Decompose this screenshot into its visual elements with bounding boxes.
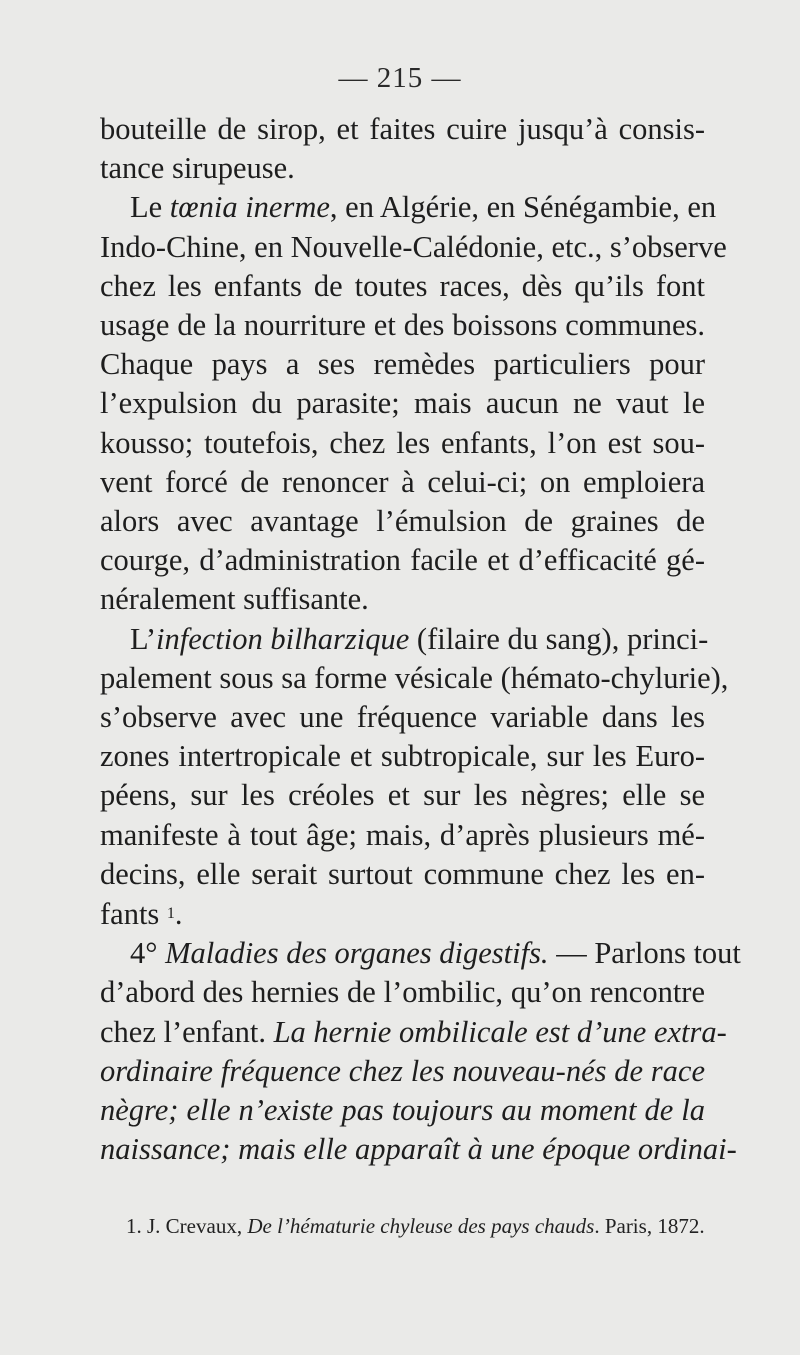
text-line (100, 228, 727, 267)
text-run: , en Algérie, en Sénégambie, en (329, 190, 717, 225)
text-run: tance sirupeuse. (100, 151, 295, 186)
italic-text: Maladies des organes digestifs. (165, 936, 549, 971)
text-line (100, 973, 705, 1012)
footnote-marker: 1 (166, 905, 175, 923)
text-run: chez l’enfant. (100, 1014, 274, 1049)
text-run: Indo-Chine, en Nouvelle-Calédonie, etc., s’observe (100, 229, 727, 264)
text-line (100, 620, 709, 659)
text-run: vent forcé de renoncer à celui-ci; on emploiera (100, 464, 705, 499)
text-line (100, 463, 705, 502)
text-line (100, 1013, 727, 1052)
text-run: kousso; toutefois, chez les enfants, l’on est sou- (100, 425, 705, 460)
text-line (100, 345, 705, 384)
text-run: courge, d’administration facile et d’efficacité gé- (100, 543, 705, 578)
text-line (100, 149, 705, 188)
text-run: péens, sur les créoles et sur les nègres; elle se (100, 778, 705, 813)
text-run: zones intertropicale et subtropicale, sur les Euro- (100, 739, 705, 774)
text-run: bouteille de sirop, et faites cuire jusqu’à consis- (100, 112, 705, 146)
italic-text: tœnia inerme (169, 190, 330, 225)
italic-text: infection bilharzique (156, 621, 410, 656)
text-line (100, 267, 705, 306)
text-run: . Paris, 1872. (594, 1214, 705, 1238)
text-run: chez les enfants de toutes races, dès qu’ils font (100, 268, 705, 303)
text-line (100, 659, 729, 698)
text-run: — Parlons tout (548, 936, 741, 971)
text-line (100, 894, 705, 934)
text-line (100, 698, 705, 737)
text-line (100, 1052, 705, 1091)
text-line (100, 306, 705, 345)
text-line (100, 816, 705, 855)
text-line (100, 1091, 705, 1130)
text-line (100, 188, 717, 227)
text-run: s’observe avec une fréquence variable dans les (100, 700, 705, 735)
italic-text: ordinaire fréquence chez les nouveau-nés de race (100, 1053, 705, 1088)
text-run: 1. J. Crevaux, (126, 1214, 248, 1238)
text-run: 4° (130, 936, 166, 971)
text-line (100, 424, 705, 463)
italic-text: La hernie ombilicale est d’une extra- (273, 1014, 727, 1049)
page-number: — 215 — (338, 62, 462, 94)
text-run: L’ (130, 621, 156, 656)
text-line (100, 776, 705, 815)
text-run: néralement suffisante. (100, 582, 369, 617)
text-run: manifeste à tout âge; mais, d’après plusieurs mé- (100, 817, 705, 852)
text-line (100, 110, 705, 149)
text-run: usage de la nourriture et des boissons communes. (100, 308, 705, 343)
text-run: alors avec avantage l’émulsion de graines de (100, 504, 705, 539)
text-run: (filaire du sang), princi- (409, 621, 709, 656)
text-line (100, 502, 705, 541)
text-line (100, 384, 705, 423)
text-line (100, 855, 705, 894)
italic-text: naissance; mais elle apparaît à une époque ordinai- (100, 1132, 737, 1167)
text-line (100, 1130, 737, 1169)
text-run: l’expulsion du parasite; mais aucun ne vaut le (100, 386, 705, 421)
text-run: Chaque pays a ses remèdes particuliers pour (100, 347, 705, 382)
text-line (100, 934, 741, 973)
text-line (100, 541, 705, 580)
italic-text: nègre; elle n’existe pas toujours au moment de la (100, 1093, 705, 1128)
body-text (100, 110, 741, 1169)
text-run: d’abord des hernies de l’ombilic, qu’on rencontre (100, 975, 705, 1010)
text-run: fants (100, 897, 167, 932)
footnote (126, 1214, 706, 1239)
text-line (100, 737, 705, 776)
text-line (100, 580, 705, 619)
italic-text: De l’hématurie chyleuse des pays chauds (247, 1214, 595, 1238)
text-run: decins, elle serait surtout commune chez les en- (100, 856, 705, 891)
text-run: . (174, 897, 183, 932)
text-run: palement sous sa forme vésicale (hémato-chylurie), (100, 660, 729, 695)
text-run: Le (130, 190, 170, 225)
